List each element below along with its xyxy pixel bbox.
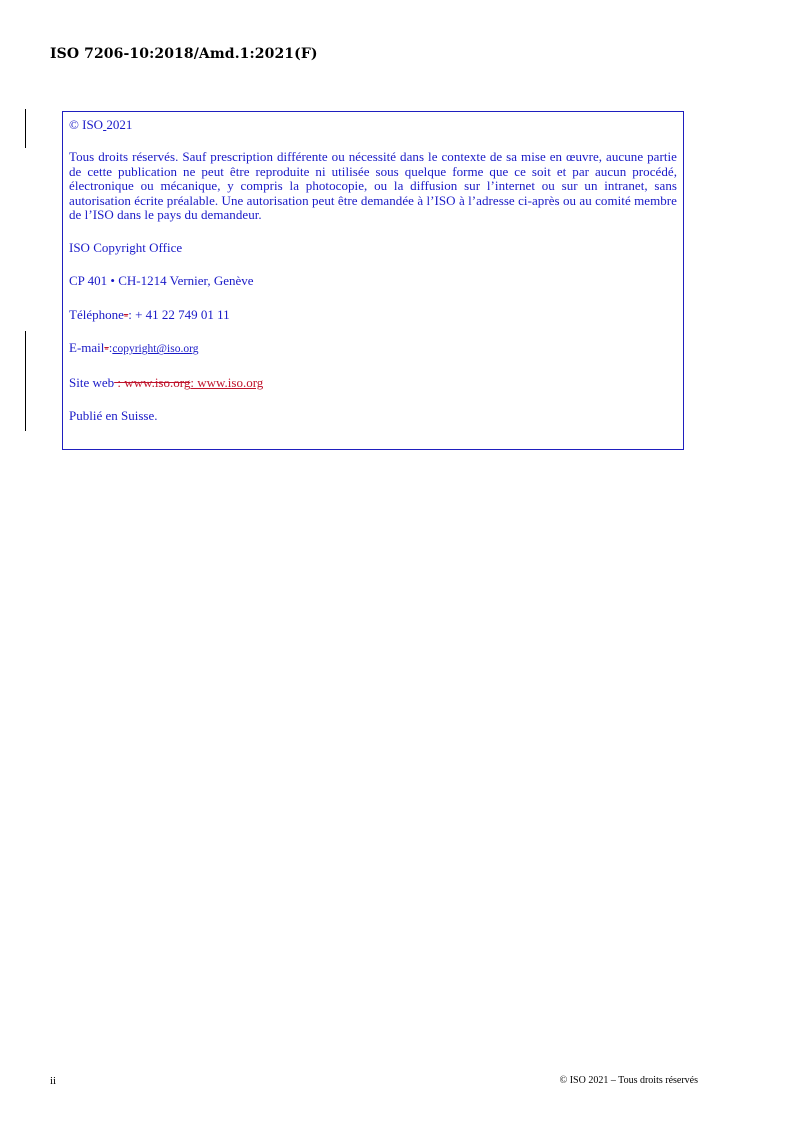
published-line: Publié en Suisse. [69, 408, 158, 424]
document-identifier: ISO 7206-10:2018/Amd.1:2021(F) [50, 46, 318, 62]
email-line [69, 340, 677, 357]
copyright-year: 2021 [106, 117, 133, 132]
email-separator: : [108, 340, 113, 356]
change-bar [25, 109, 26, 148]
rights-paragraph: Tous droits réservés. Sauf prescription différente ou nécessité dans le contexte de sa mise en œuvre, aucune partie de cette publication ne peut être reproduite ni utilisée sous quelque forme que ce soit et par aucun procédé, électronique ou mécanique, y compris la photocopie, ou la diffusion sur l’internet ou sur un intranet, sans autorisation écrite préalable. Une autorisation peut être demandée à l’ISO à l’adresse ci-après ou au comité membre de l’ISO dans le pays du demandeur. [69, 149, 677, 223]
change-bar [25, 331, 26, 431]
copyright-box [62, 111, 684, 450]
footer-copyright: © ISO 2021 – Tous droits réservés [559, 1075, 698, 1086]
office-address: CP 401 • CH-1214 Vernier, Genève [69, 273, 254, 289]
website-link[interactable]: : www.iso.org [190, 374, 264, 390]
website-deleted-text: : www.iso.org [114, 374, 191, 390]
phone-value: : + 41 22 749 01 11 [128, 306, 230, 322]
website-line [69, 375, 677, 391]
email-link[interactable]: copyright@iso.org [112, 343, 199, 356]
website-label: Site web [69, 374, 115, 390]
page-number: ii [50, 1075, 57, 1087]
office-name: ISO Copyright Office [69, 239, 183, 255]
copyright-line [69, 117, 677, 133]
email-label: E-mail [69, 340, 105, 356]
phone-deleted-text: - [123, 306, 129, 322]
phone-label: Téléphone [69, 306, 124, 322]
phone-line [69, 307, 677, 323]
email-deleted-text: - [104, 340, 109, 356]
copyright-symbol: © ISO [69, 117, 104, 132]
